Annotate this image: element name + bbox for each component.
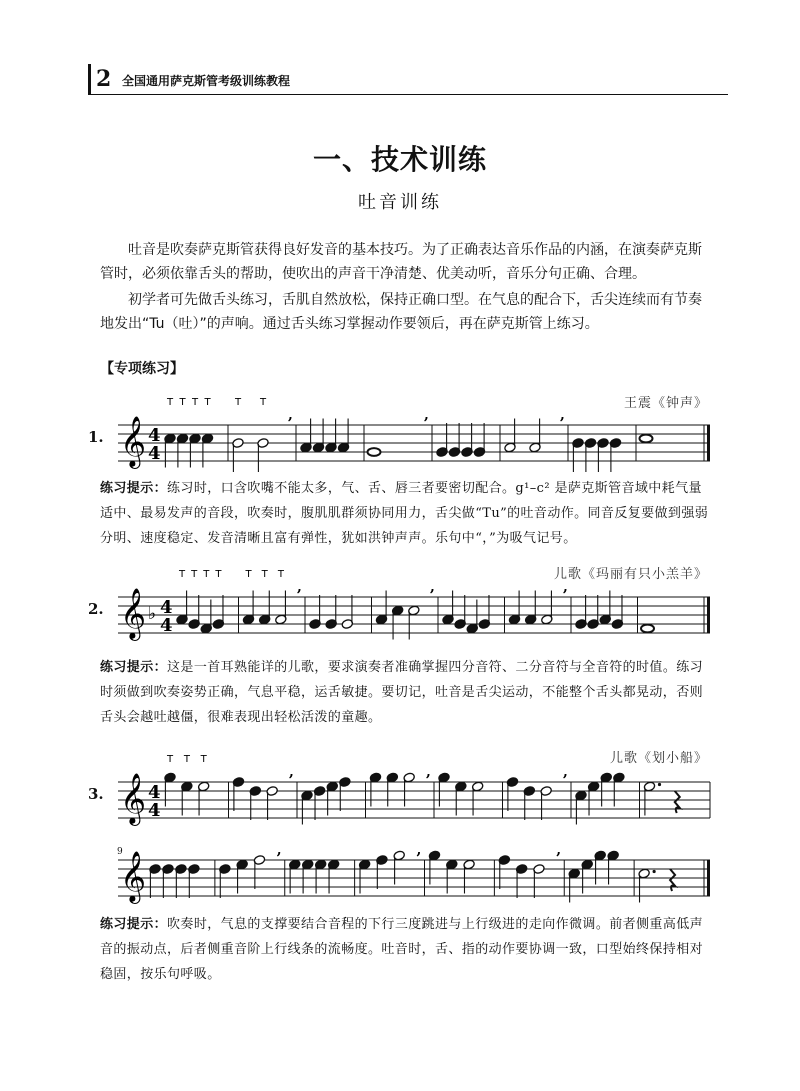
tongue-mark: T (261, 569, 268, 580)
exercise-1-hint-label: 练习提示： (100, 481, 168, 496)
time-signature-bottom: 4 (148, 800, 161, 821)
tongue-mark: T (235, 397, 242, 408)
exercise-2-hint (100, 655, 710, 730)
exercise-3-hint-text: 吹奏时，气息的支撑要结合音程的下行三度跳进与上行级进的走向作微调。前者侧重高低声音的振动点，后者侧重音阶上行线条的流畅度。吐音时，舌、指的动作要协调一致，口型始终保持相对稳固，按乐句呼吸。 (100, 917, 704, 982)
breath-mark: , (289, 764, 294, 780)
exercise-2-staff (0, 567, 800, 657)
breath-mark: , (276, 842, 282, 858)
flat-key-signature: ♭ (148, 604, 157, 624)
section-label: 【专项练习】 (100, 361, 184, 377)
exercise-1-hint (100, 476, 710, 551)
page-number: 2 (96, 66, 112, 92)
final-barline (707, 597, 710, 633)
tongue-mark: T (192, 397, 199, 408)
time-signature-top: 4 (148, 782, 161, 803)
exercise-3-staff-2 (0, 830, 800, 920)
tongue-mark: T (200, 754, 207, 765)
final-barline (707, 860, 710, 896)
breath-mark: , (424, 407, 429, 423)
exercise-1-attribution: 王震《钟声》 (623, 396, 708, 411)
exercise-2-attribution: 儿歌《玛丽有只小羔羊》 (553, 567, 708, 582)
breath-mark: , (288, 407, 293, 423)
exercise-1-number: 1. (88, 428, 104, 446)
dot (658, 783, 661, 786)
exercise-3-attribution: 儿歌《划小船》 (609, 751, 708, 766)
tongue-mark: T (179, 569, 186, 580)
exercise-2-number: 2. (88, 600, 104, 618)
tongue-mark: T (245, 569, 252, 580)
quarter-rest (670, 869, 675, 891)
page-header (88, 64, 728, 94)
treble-clef-icon: 𝄞 (120, 773, 147, 824)
breath-mark: , (426, 764, 431, 780)
section-subtitle: 吐音训练 (358, 192, 442, 213)
exercise-1-staff (0, 395, 800, 485)
final-barline (707, 425, 710, 461)
breath-mark: , (416, 842, 422, 858)
tongue-mark: T (204, 397, 211, 408)
header-bar (88, 64, 91, 94)
intro-paragraph-1: 吐音是吹奏萨克斯管获得良好发音的基本技巧。为了正确表达音乐作品的内涵，在演奏萨克斯管时，必须依靠舌头的帮助，使吹出的声音干净清楚、优美动听，音乐分句正确、合理。 (100, 242, 702, 282)
note-head (641, 625, 654, 633)
intro-text (100, 238, 708, 336)
exercise-2-hint-label: 练习提示： (100, 660, 168, 675)
tongue-mark: T (215, 569, 222, 580)
exercise-2-hint-text: 这是一首耳熟能详的儿歌，要求演奏者准确掌握四分音符、二分音符与全音符的时值。练习时须做到吹奏姿势正确，气息平稳，运舌敏捷。要切记，吐音是舌尖运动，不能整个舌头都晃动，否则舌头会越吐越僵，很难表现出轻松活泼的童趣。 (100, 660, 704, 725)
header-rule (88, 94, 728, 95)
exercise-3-staff-1 (0, 752, 800, 842)
exercise-3-hint (100, 912, 710, 987)
note-head (640, 435, 653, 443)
chapter-title: 一、技术训练 (312, 143, 487, 176)
tongue-mark: T (179, 397, 186, 408)
time-signature-bottom: 4 (160, 615, 173, 636)
breath-mark: , (563, 579, 568, 595)
measure-number: 9 (117, 847, 123, 857)
exercise-3-hint-label: 练习提示： (100, 917, 168, 932)
book-title: 全国通用萨克斯管考级训练教程 (122, 74, 291, 88)
exercise-3-number: 3. (88, 785, 104, 803)
dot (653, 870, 656, 873)
tongue-mark: T (260, 397, 267, 408)
tongue-mark: T (277, 569, 284, 580)
tongue-mark: T (183, 754, 190, 765)
breath-mark: , (556, 842, 562, 858)
tongue-mark: T (167, 754, 174, 765)
breath-mark: , (430, 579, 435, 595)
intro-paragraph-2: 初学者可先做舌头练习，舌肌自然放松，保持正确口型。在气息的配合下，舌尖连续而有节奏地发出“Tu（吐）”的声响。通过舌头练习掌握动作要领后，再在萨克斯管上练习。 (100, 292, 702, 332)
quarter-rest (675, 791, 680, 813)
tongue-mark: T (191, 569, 198, 580)
breath-mark: , (560, 407, 565, 423)
breath-mark: , (297, 579, 302, 595)
treble-clef-icon: 𝄞 (120, 588, 147, 639)
treble-clef-icon: 𝄞 (120, 416, 147, 467)
time-signature-top: 4 (160, 597, 173, 618)
exercise-1-hint-text: 练习时，口含吹嘴不能太多，气、舌、唇三者要密切配合。g¹–c² 是萨克斯管音域中耗气量适中、最易发声的音段，吹奏时，腹肌肌群须协同用力，舌尖做“Tu”的吐音动作。同音反复要做到强弱分明、速度稳定、发音清晰且富有弹性，犹如洪钟声声。乐句中“，”为吸气记号。 (100, 481, 709, 546)
treble-clef-icon: 𝄞 (120, 851, 147, 902)
tongue-mark: T (203, 569, 210, 580)
time-signature-top: 4 (148, 425, 161, 446)
breath-mark: , (563, 764, 568, 780)
note-head (368, 448, 381, 456)
time-signature-bottom: 4 (148, 443, 161, 464)
tongue-mark: T (167, 397, 174, 408)
